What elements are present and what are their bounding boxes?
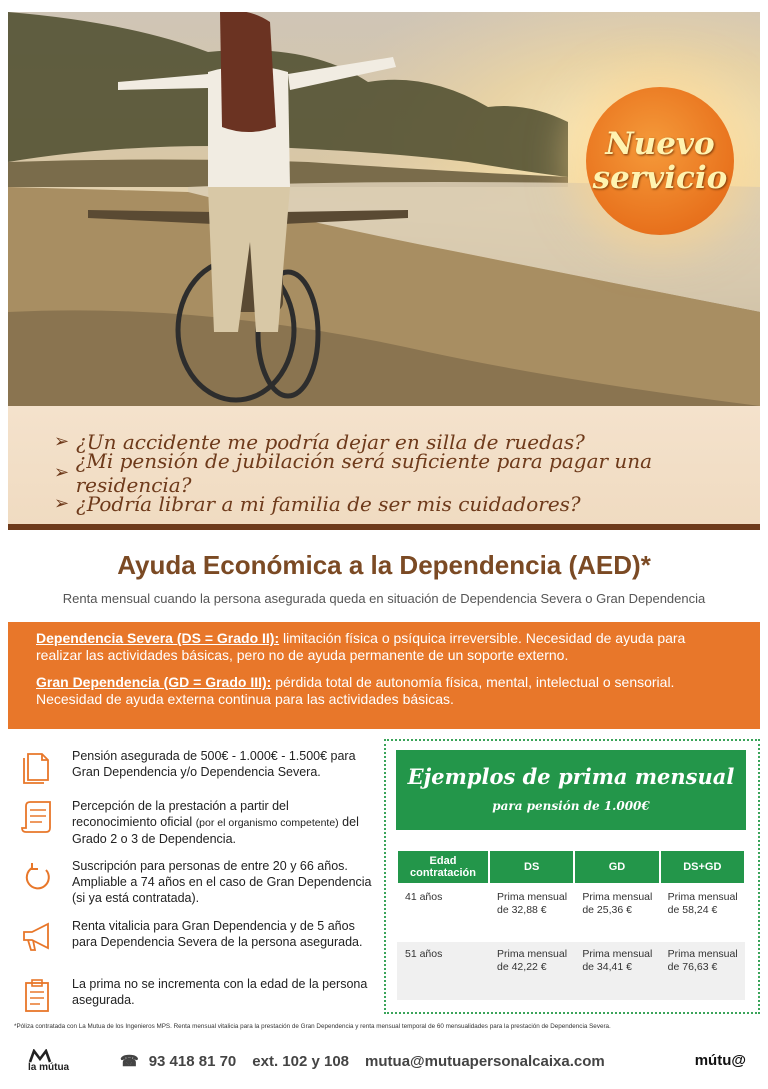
- contact-info: [120, 1052, 605, 1070]
- feature-item: [20, 748, 375, 798]
- table-cell: Prima mensual de 58,24 €: [667, 891, 738, 916]
- phone-extension: ext. 102 y 108: [252, 1052, 350, 1070]
- feature-text-tail: del Grado 2 o 3 de Dependencia.: [72, 815, 359, 846]
- premium-table: [396, 849, 746, 1000]
- new-service-badge: [586, 87, 734, 235]
- definition-term: Gran Dependencia (GD = Grado III):: [36, 674, 272, 690]
- feature-item: [20, 976, 375, 1016]
- feature-item: [20, 858, 375, 918]
- questions-band: [8, 406, 760, 530]
- table-cell-age: 41 años: [405, 891, 443, 903]
- table-cell: Prima mensual de 42,22 €: [489, 942, 574, 1000]
- question-text: ¿Podría librar a mi familia de ser mis cuidadores?: [76, 491, 581, 516]
- logo-left-text: la mútua: [28, 1062, 70, 1073]
- table-header-row: [397, 850, 745, 884]
- feature-text: La prima no se incrementa con la edad de la persona asegurada.: [72, 977, 368, 1007]
- document-icon: [20, 750, 56, 784]
- badge-line2: servicio: [592, 160, 728, 196]
- arrow-right-icon: ➢: [54, 493, 70, 513]
- mutua-logo-right: mútu@: [694, 1052, 746, 1069]
- email-link[interactable]: mutua@mutuapersonalcaixa.com: [365, 1052, 605, 1070]
- table-cell-age: 51 años: [397, 942, 489, 1000]
- feature-text: [72, 798, 375, 847]
- la-mutua-logo: [28, 1049, 88, 1079]
- definition-great: [36, 674, 732, 708]
- page-subtitle: Renta mensual cuando la persona asegurada queda en situación de Dependencia Severa o Gran Dependencia: [62, 591, 706, 606]
- question-text: ¿Mi pensión de jubilación será suficiente para pagar una residencia?: [75, 448, 653, 497]
- premium-header: [396, 750, 746, 830]
- arrow-right-icon: ➢: [54, 431, 70, 451]
- footer: [0, 1043, 768, 1083]
- phone-number[interactable]: 93 418 81 70: [148, 1052, 237, 1070]
- definitions-band: [8, 622, 760, 729]
- feature-text-main: Percepción de la prestación a partir del reconocimiento oficial: [72, 799, 289, 829]
- premium-subtitle: para pensión de 1.000€: [492, 799, 650, 813]
- mutua-m-icon: [28, 1049, 58, 1063]
- definition-severe: [36, 630, 732, 664]
- table-cell: Prima mensual de 25,36 €: [582, 891, 653, 916]
- table-cell: Prima mensual de 34,41 €: [574, 942, 659, 1000]
- refresh-icon: [20, 860, 56, 894]
- premium-title: Ejemplos de prima mensual: [407, 764, 735, 789]
- footnote: *Póliza contratada con La Mutua de los Ingenieros MPS. Renta mensual vitalicia para la prestación de Gran Dependencia y renta mensual temporal de 60 mensualidades para la prestación de Dependencia Severa.: [14, 1023, 611, 1030]
- column-header: GD: [574, 850, 659, 884]
- clipboard-icon: [20, 978, 56, 1012]
- definition-term: Dependencia Severa (DS = Grado II):: [36, 630, 280, 646]
- table-cell: Prima mensual de 32,88 €: [497, 891, 568, 916]
- hero-image: [8, 12, 760, 406]
- feature-text: Suscripción para personas de entre 20 y 66 años. Ampliable a 74 años en el caso de Gran Dependencia (si ya está contratada).: [72, 859, 372, 905]
- feature-text: Pensión asegurada de 500€ - 1.000€ - 1.500€ para Gran Dependencia y/o Dependencia Severa.: [72, 749, 356, 779]
- feature-item: [20, 918, 375, 976]
- arrow-right-icon: ➢: [54, 462, 70, 482]
- column-header: Edad contratación: [397, 850, 489, 884]
- table-cell: Prima mensual de 76,63 €: [660, 942, 745, 1000]
- page-title: Ayuda Económica a la Dependencia (AED)*: [117, 550, 651, 580]
- badge-line1: Nuevo: [605, 126, 715, 162]
- feature-item: [20, 798, 375, 858]
- feature-text-small: (por el organismo competente): [195, 817, 339, 829]
- certificate-icon: [20, 800, 56, 834]
- question-text: ¿Un accidente me podría dejar en silla de ruedas?: [76, 429, 585, 454]
- premium-examples-box: [384, 739, 760, 1014]
- megaphone-icon: [20, 920, 56, 954]
- column-header: DS+GD: [660, 850, 745, 884]
- column-header: DS: [489, 850, 574, 884]
- phone-icon: ☎: [120, 1053, 139, 1070]
- question-item: [54, 448, 760, 497]
- table-row: [397, 884, 745, 942]
- table-row: [397, 942, 745, 1000]
- definition-text: limitación física o psíquica irreversible. Necesidad de ayuda para realizar las actividades básicas, pero no de ayuda permanente de un soporte externo.: [36, 630, 686, 663]
- definition-text: pérdida total de autonomía física, mental, intelectual o sensorial. Necesidad de ayuda externa continua para las actividades básicas.: [36, 674, 675, 707]
- feature-text: Renta vitalicia para Gran Dependencia y de 5 años para Dependencia Severa de la persona asegurada.: [72, 919, 363, 949]
- features-list: [20, 748, 375, 1016]
